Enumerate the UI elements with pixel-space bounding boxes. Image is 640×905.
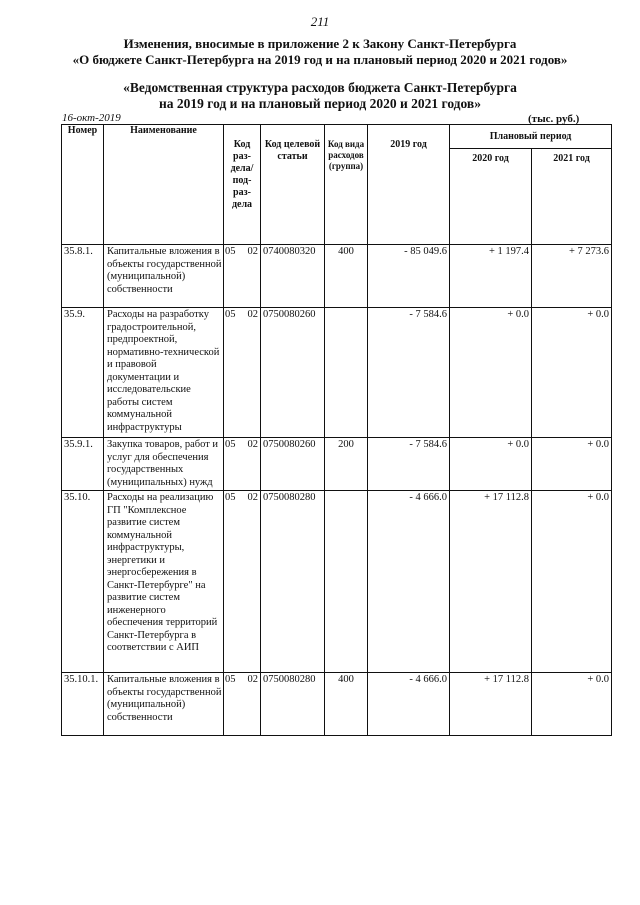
row-name: Расходы на разработку градостроительной, предпроектной, нормативно-технической и правовой документации и исследовательские работы систем коммунальной инфраструктуры (104, 308, 224, 438)
row-target: 0750080280 (261, 491, 325, 673)
row-vid (325, 308, 368, 438)
row-target: 0750080280 (261, 673, 325, 736)
table-row (62, 308, 612, 438)
row-razdel: 05 (224, 491, 241, 673)
row-name: Закупка товаров, работ и услуг для обеспечения государственных (муниципальных) нужд (104, 438, 224, 491)
row-number: 35.10. (62, 491, 104, 673)
header-line-1: Изменения, вносимые в приложение 2 к Закону Санкт-Петербурга (123, 36, 517, 51)
row-vid: 200 (325, 438, 368, 491)
row-razdel: 05 (224, 308, 241, 438)
table-row (62, 438, 612, 491)
header-line-2: «О бюджете Санкт-Петербурга на 2019 год и на плановый период 2020 и 2021 годов» (72, 52, 568, 67)
row-razdel: 05 (224, 245, 241, 308)
col-header-target: Код целевой статьи (261, 125, 325, 245)
row-2021: + 0.0 (532, 308, 612, 438)
row-vid (325, 491, 368, 673)
row-2019: - 4 666.0 (368, 491, 450, 673)
col-header-vid: Код вида расходов (группа) (325, 125, 368, 245)
row-target: 0750080260 (261, 438, 325, 491)
row-number: 35.9. (62, 308, 104, 438)
row-2019: - 7 584.6 (368, 438, 450, 491)
col-header-razdel: Код раз-дела/ под-раз-дела (224, 125, 261, 245)
row-vid: 400 (325, 245, 368, 308)
row-2021: + 7 273.6 (532, 245, 612, 308)
row-2019: - 85 049.6 (368, 245, 450, 308)
col-header-2019: 2019 год (368, 125, 450, 245)
row-2021: + 0.0 (532, 438, 612, 491)
row-number: 35.9.1. (62, 438, 104, 491)
col-header-planned: Плановый период (450, 125, 612, 149)
row-2019: - 4 666.0 (368, 673, 450, 736)
row-vid: 400 (325, 673, 368, 736)
row-name: Расходы на реализацию ГП "Комплексное развитие систем коммунальной инфраструктуры, энергетики и энергосбережения в Санкт-Петербурге" на развитие систем инженерного обеспечения территорий Санкт-Петербурга в соответствии с АИП (104, 491, 224, 673)
title-line-1: «Ведомственная структура расходов бюджета Санкт-Петербурга (123, 80, 517, 95)
table-row (62, 245, 612, 308)
row-2020: + 1 197.4 (450, 245, 532, 308)
table-row (62, 673, 612, 736)
document-date: 16-окт-2019 (62, 112, 121, 124)
row-razdel: 05 (224, 673, 241, 736)
row-podrazdel: 02 (241, 308, 261, 438)
title-line-2: на 2019 год и на плановый период 2020 и 2021 годов» (159, 96, 481, 111)
row-target: 0740080320 (261, 245, 325, 308)
row-2020: + 17 112.8 (450, 673, 532, 736)
row-podrazdel: 02 (241, 673, 261, 736)
row-name: Капитальные вложения в объекты государственной (муниципальной) собственности (104, 245, 224, 308)
col-header-name: Наименование (104, 125, 224, 245)
row-number: 35.8.1. (62, 245, 104, 308)
row-2021: + 0.0 (532, 673, 612, 736)
row-name: Капитальные вложения в объекты государственной (муниципальной) собственности (104, 673, 224, 736)
row-2021: + 0.0 (532, 491, 612, 673)
row-2020: + 17 112.8 (450, 491, 532, 673)
budget-table (61, 124, 612, 736)
row-target: 0750080260 (261, 308, 325, 438)
row-2020: + 0.0 (450, 308, 532, 438)
page-number: 211 (310, 14, 330, 29)
row-podrazdel: 02 (241, 438, 261, 491)
col-header-number: Номер (62, 125, 104, 245)
row-2020: + 0.0 (450, 438, 532, 491)
row-razdel: 05 (224, 438, 241, 491)
table-row (62, 491, 612, 673)
row-podrazdel: 02 (241, 491, 261, 673)
col-header-2021: 2021 год (532, 149, 612, 245)
row-number: 35.10.1. (62, 673, 104, 736)
row-2019: - 7 584.6 (368, 308, 450, 438)
row-podrazdel: 02 (241, 245, 261, 308)
col-header-2020: 2020 год (450, 149, 532, 245)
units-label: (тыс. руб.) (528, 113, 580, 125)
